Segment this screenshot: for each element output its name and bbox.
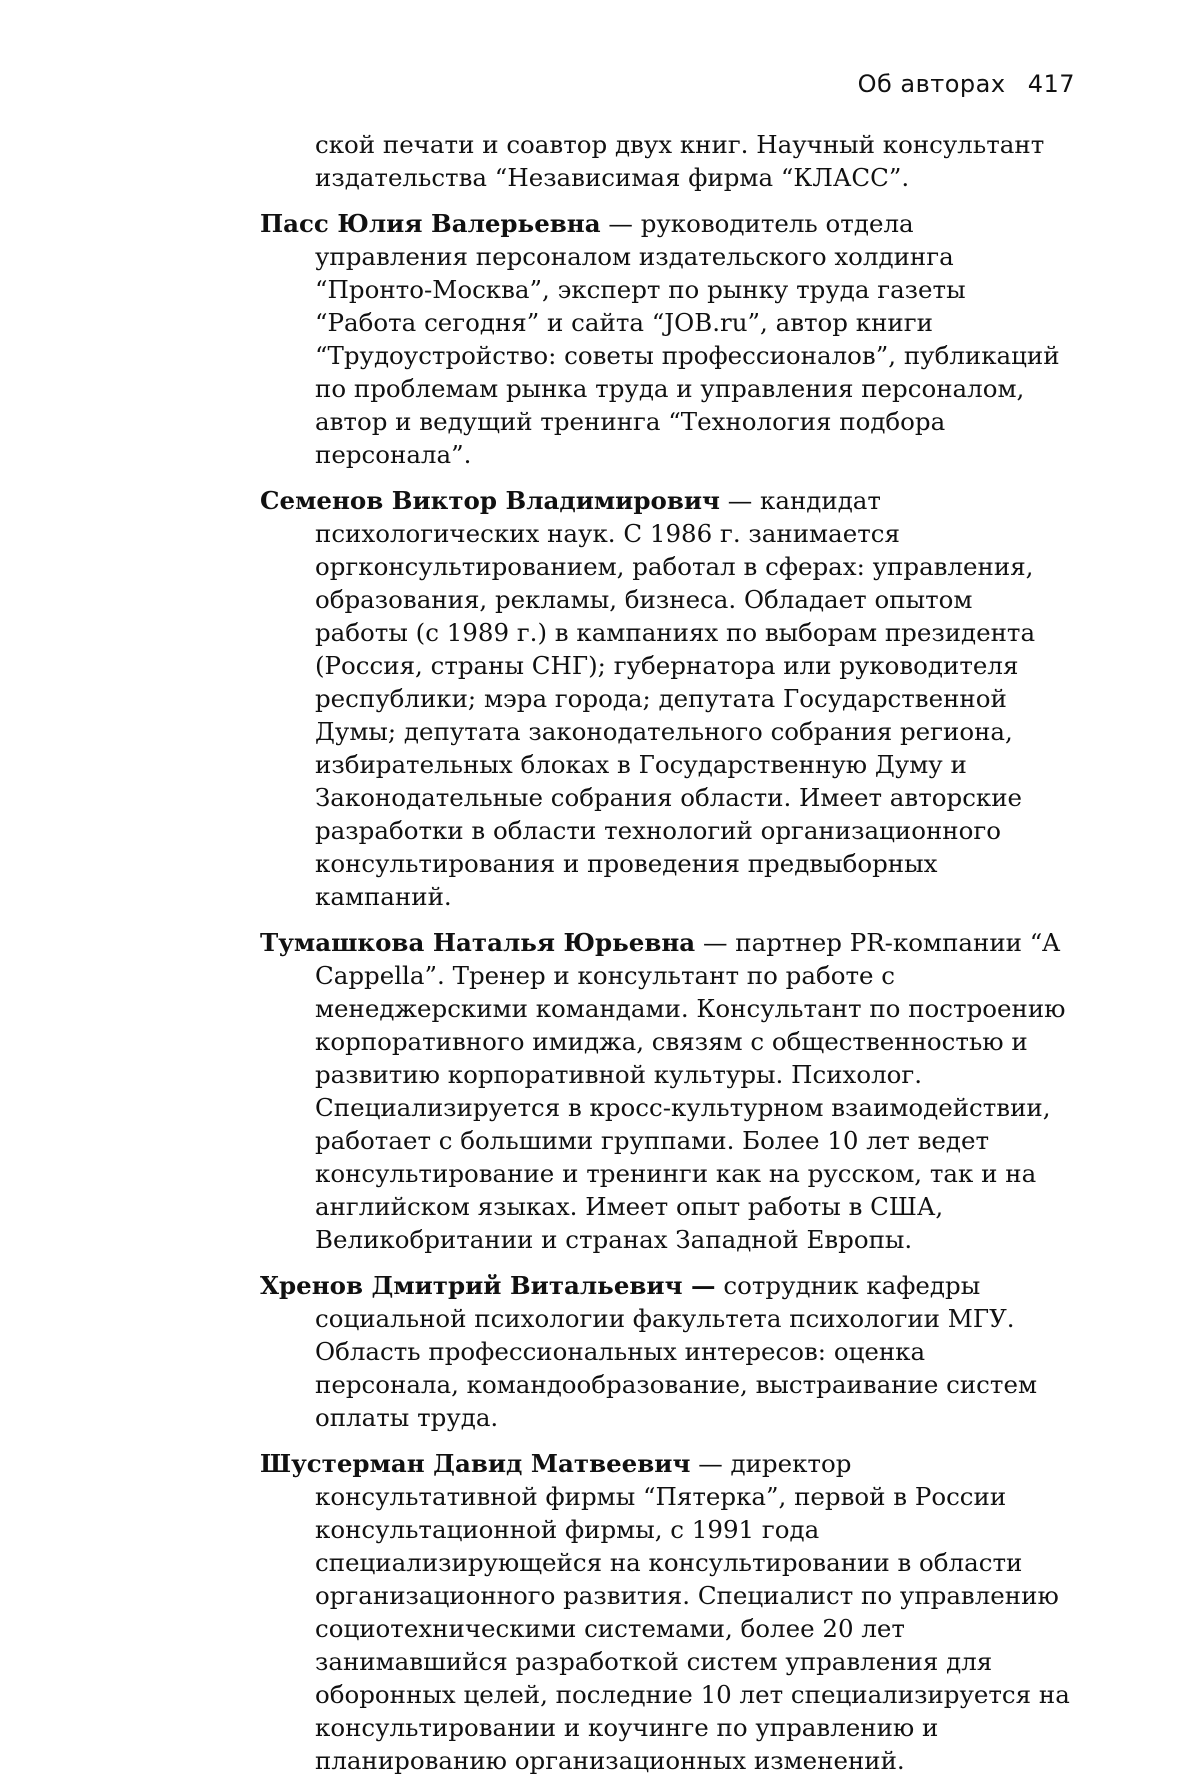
running-header (858, 70, 1075, 98)
author-entry (260, 207, 1072, 471)
author-name: Пасс Юлия Валерьевна (260, 209, 601, 238)
author-name: Хренов Дмитрий Витальевич — (260, 1271, 716, 1300)
author-name: Шустерман Давид Матвеевич (260, 1449, 691, 1478)
author-entry (260, 1447, 1072, 1777)
continuation-paragraph: ской печати и соавтор двух книг. Научный консультант издательства “Независимая фирма “КЛАСС”. (315, 130, 1045, 192)
author-description: — директор консультативной фирмы “Пятерка”, первой в России консультационной фирмы, с 1991 года специализирующейся на консультировании в области организационного развития. Специалист по управлению социотехническими системами, более 20 лет занимавшийся разработкой систем управления для оборонных целей, последние 10 лет специализируется на консультировании и коучинге по управлению и планированию организационных изменений. (315, 1449, 1070, 1775)
section-title: Об авторах (857, 70, 1006, 98)
author-description: — кандидат психологических наук. С 1986 г. занимается оргконсультированием, работал в сферах: управления, образования, рекламы, бизнеса. Обладает опытом работы (с 1989 г.) в кампаниях по выборам президента (Россия, страны СНГ); губернатора или руководителя республики; мэра города; депутата Государственной Думы; депутата законодательного собрания региона, избирательных блоках в Государственную Думу и Законодательные собрания области. Имеет авторские разработки в области технологий организационного консультирования и проведения предвыборных кампаний. (315, 486, 1036, 911)
author-description: — партнер PR-компании “A Cappella”. Тренер и консультант по работе с менеджерскими командами. Консультант по построению корпоративного имиджа, связям с общественностью и развитию корпоративной культуры. Психолог. Специализируется в кросс-культурном взаимодействии, работает с большими группами. Более 10 лет ведет консультирование и тренинги как на русском, так и на английском языках. Имеет опыт работы в США, Великобритании и странах Западной Европы. (315, 928, 1066, 1254)
author-description: сотрудник кафедры социальной психологии факультета психологии МГУ. Область профессиональных интересов: оценка персонала, командообразование, выстраивание систем оплаты труда. (315, 1271, 1038, 1432)
page-number: 417 (1027, 70, 1075, 98)
author-entry (260, 1269, 1072, 1434)
author-description: — руководитель отдела управления персоналом издательского холдинга “Пронто-Москва”, эксперт по рынку труда газеты “Работа сегодня” и сайта “JOB.ru”, автор книги “Трудоустройство: советы профессионалов”, публикаций по проблемам рынка труда и управления персоналом, автор и ведущий тренинга “Технология подбора персонала”. (315, 209, 1060, 469)
author-name: Семенов Виктор Владимирович (260, 486, 720, 515)
authors-list (260, 128, 1072, 1790)
author-entry (260, 484, 1072, 913)
author-name: Тумашкова Наталья Юрьевна (260, 928, 696, 957)
author-entry (260, 926, 1072, 1256)
